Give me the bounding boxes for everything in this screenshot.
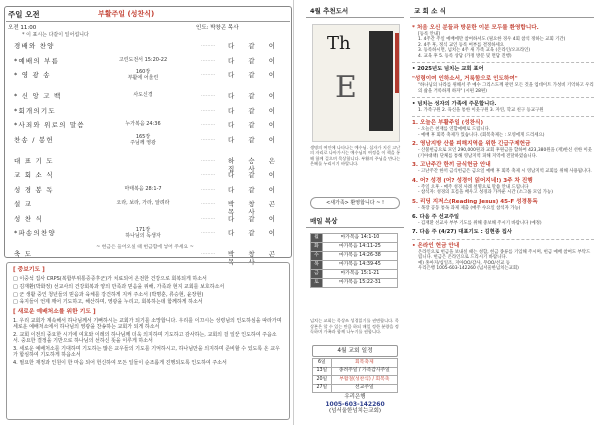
schedule-row [313,376,398,385]
news-detail: 1. 4주간 주일 예배에만 참여하셔도 (필요한 경우 4회 참석 정하는 교회 기간) [418,37,566,43]
order-item-leader: 다 같 이 [228,106,281,115]
prayer-item: □ 육지들이 언제 깨어 기도하고, 해산하며, 영광을 누리고, 회복하는데 함께하게 하소서 [13,299,203,306]
news-detail: - 주일 오후 - 매주 성경 사례 설명으로 말씀 안내 드립니다 [418,184,529,190]
prayer-box [6,262,290,420]
header-rule [6,21,290,22]
order-item-detail [88,92,198,98]
order-dots: ......... [201,200,216,206]
prayer-paragraph: 2. 교회 이전의 중요한 시기에 여호와 이레의 하나님께 더욱 의지하며 기도하고 감사하는, 교회의 걸 일꾼 인도하여 주옵소서. 중요한 결정을 기반으로 하나님의 선하신 뜻을 이루게 하소서 [13,331,277,345]
reading-ref: 마가복음 14:39-45 [323,261,398,270]
reading-day: 수 [311,252,323,261]
news-heading: 5. 리딩 지저스(Reading Jesus) 45-F 성경통독 [412,198,538,205]
reading-row [311,279,398,288]
order-item-name: *회개의기도 [14,106,56,115]
order-dots: ......... [201,214,216,221]
cover-spine [369,31,393,131]
bank-holder: (넘서울한넘치는교회) [328,408,382,415]
worship-title: 주일 오전 [8,10,40,19]
bank-name: 우리은행 [344,394,366,400]
order-dots: ......... [201,185,216,192]
order-detail-line: 165장 [135,133,151,140]
order-dots: ......... [201,106,216,113]
news-heading: 2. 영남지방 산불 피해지역을 위한 긴급구제헌금 [412,141,531,148]
reading-day: 월 [311,234,323,243]
order-item-name: 축 도 [14,250,33,258]
book-cover-image [312,24,400,142]
schedule-row [313,384,398,393]
news-detail: - 김재환 선교사 부부 기도를 위해 중보해 주시기 바랍니다 (예정) [418,220,542,226]
news-heading: 7. 다음 주 (4/27) 대표기도 : 김현종 집사 [412,229,512,236]
offering-note: ~ 헌금은 들어오실 때 헌금함에 넣어 주세요 ~ [96,245,194,250]
news-detail: - 오늘은 천재를 연합예배로 드립니다. [418,127,491,133]
reading-ref: 마가복음 15:22-31 [323,279,398,288]
service-time: 오전 11:00 [8,25,37,31]
news-divider [412,239,594,240]
news-detail: 4. 교육 후 5. 등록 상담 (가정 방문 및 면담 진행) [418,53,512,59]
order-item-name: 찬송 / 봉헌 [14,135,54,144]
news-detail: [등록 안내] [418,31,440,37]
order-item-detail [88,200,198,206]
schedule-table [312,358,398,393]
news-heading: 4. 어? 성경 (어? 성경이 읽어지네!) 3주 차 진행 [412,177,533,184]
news-detail: - 산불헌금으로 모인 290,000원과 교회 후원금을 합하여 423,380원을 (재)한신 선한 이웃 (기아대책) 단체를 통해 영남지역 피해 지역에 전달하였습니다. [418,148,593,159]
order-row [6,213,290,228]
order-item-detail [88,186,198,192]
order-dots: ......... [201,92,216,98]
order-item-detail [88,227,198,240]
news-divider [412,97,594,98]
schedule-event: 선교주일 [331,384,397,393]
schedule-event: 회복축제 [331,359,397,368]
order-row [6,90,290,105]
church-news-body [412,22,594,272]
stand-note: * 이 표시는 다같이 일어섭니다 [22,32,89,38]
cover-letters-th: Th [327,33,351,54]
order-dots: ......... [201,229,216,235]
daily-reading-header: 매일 복상 [306,216,404,228]
order-detail-line2: 주님께 영광 [130,139,156,146]
worship-order-list [6,40,290,267]
news-detail: 온라인으로 헌금을 보내실 때는 성함, 헌금 종류를 기입해 주시며, 헌금 예배 참여도 부탁드립니다. 헌금은 온라인으로 드리시기 바랍니다. [418,249,591,261]
schedule-date: 6일 [313,359,332,368]
book-caption: 생명의 여인에 나타나는 예수님. 십자가 지신 고난의 자리로 나아가시는 예수님의 여정을 이 책을 통해 함께 걸으며 묵상합니다. 부활의 주님을 만나는 은혜를 누리시기 바랍니다. [310,145,401,167]
order-dots: ......... [201,121,216,127]
order-item-name: * 신 앙 고 백 [14,92,62,100]
order-dots: ......... [201,250,216,256]
schedule-event: 종려주일 / 가족감사주일 [331,367,397,376]
news-detail: 1. 가족구원 2. 육신을 통한 이웃구원 3. 자연, 학교 친구 등교구원 [418,107,544,113]
prayer-item: □ 군 생활 중인 청년들의 믿음과 육체를 강건하게 지켜 주소서 (박명훈, 류승현, 윤장현) [13,291,204,298]
order-dots: ......... [201,135,216,142]
prayer-title: [ 중보기도 ] [13,267,45,273]
reading-day: 토 [311,279,323,288]
news-detail: "하나님의 나라를 위해서 주 예수 그리스도께 관련 모든 것을 업데이트 가성비 기억하고 우리의 삶을 거룩하게 하자" (시편 28편) [418,83,594,94]
bank-account: 1005-603-142260 [325,400,385,408]
order-item-leader: 하 승 은 집 사 [228,156,281,173]
prayer-item: □ 이중석 집사 CRPS(복합부위통증증후군)가 치료되어 온전한 건강으로 회복되게 하소서 [13,276,207,283]
order-detail-line: 160장 [135,69,151,75]
cover-letter-e: E [335,70,357,105]
order-item-leader: 다 같 이 [228,185,281,194]
order-item-name: * 영 광 송 [14,71,51,79]
order-item-name: 대 표 기 도 [14,156,54,165]
news-detail: 2. 4주 후, 정식 교인 등록 여부를 결정하세요 [418,42,505,48]
news-detail: 3. 등록하시면, 넘치는 4주 새 가족 교육 (온라인/오프라인) [418,48,531,54]
news-heading: 6. 다음 주 선교주일 [412,214,460,221]
order-dots: ......... [201,171,216,177]
left-page [0,0,294,425]
order-row [6,119,290,134]
order-item-detail [88,134,198,147]
preacher: 인도: 박창곤 목사 [196,25,239,31]
schedule-date: 20일 [313,376,332,385]
reading-day: 화 [311,243,323,252]
reading-note: 넘치는 교회는 목상쓰 성경읽기를 권면합니다. 목상본은 할 수 있는 만큼 하되 매일 정한 분량을 정독하며 가족과 함께 나누기를 권합니다. [310,318,399,335]
news-heading: 3. 고난주간 한끼 금식헌금 안내 [412,162,491,169]
order-item-leader: 박 창 곤 목 사 [228,200,281,217]
order-item-leader: 다 같 이 [228,229,281,237]
order-item-name: *파송의찬양 [14,229,56,237]
schedule-row [313,367,398,376]
news-heading: * 처음 오신 분들과 방문한 이분 모두를 환영합니다. [412,25,539,31]
daily-reading-table [310,233,398,288]
order-item-leader: 다 같 이 [228,171,281,179]
church-news-header: 교 회 소 식 [410,6,594,18]
reading-row [311,270,398,279]
order-dots: ......... [201,71,216,77]
prayer-paragraph: 1. 우리 교회가 계속해서 하나님께서 기뻐하시는 교회가 되기를 소망합니다. 우리를 이끄시는 성령님의 인도하심을 따라가며 세로운 예배처소에서 하나님의 영광을 찬송하는 교회가 되게 하소서 [13,317,282,331]
schedule-row [313,359,398,368]
order-detail-line: 사도신경 [133,92,153,98]
schedule-event: 부활절(성찬식) / 회복축 [331,376,397,385]
news-detail: - 고난주간 한끼 금식헌금은 금요일 예배 후 회복 축제 시 영남지역 교회를 위해 사용됩니다. [418,169,592,175]
news-heading: • 온라인 헌금 안내 [412,242,460,249]
order-item-name: 교 회 소 식 [14,171,54,179]
prayer-paragraph: 3. 세로운 예배처소를 기대하며 기도하는 많은 교우들의 기도를 기억하시고, 하나님만을 의지하며 준비할 수 있도록 온 교우가 합심하여 기도하게 하옵소서 [13,345,280,359]
order-row [6,55,290,70]
news-divider [412,116,594,117]
welcome-banner: <새가족> 환영합니다 ~ ! [310,197,400,209]
order-dots: ......... [201,56,216,63]
order-item-name: 설 교 [14,200,33,208]
order-item-leader: 다 같 이 [228,214,281,223]
order-row [6,134,290,155]
order-row [6,169,290,184]
reading-day: 목 [311,261,323,270]
order-row [6,40,290,55]
order-row [6,105,290,120]
reading-ref: 마가복음 14:11-25 [323,243,398,252]
order-row [6,198,290,217]
prayer-item: □ 김재환(박화정) 선교사의 건강회복과 양의 만족과 믿음을 위해, 가족과 현지 교회를 보호하소서 [13,283,225,290]
cover-red-stripe [395,33,399,93]
order-detail-line: 171장 [135,227,151,233]
news-detail: - 예배 후 회복 축제가 있습니다. (회복축제는 : 모영에게 드리세요) [418,132,545,138]
order-item-leader: 박 창 곤 목 사 [228,250,281,267]
order-item-leader: 다 같 이 [228,121,281,129]
order-detail-line: 누가복음 24:36 [125,121,161,127]
order-item-detail [88,69,198,82]
order-detail-line: 마태복음 28:1-7 [124,185,162,192]
news-heading: • 넘치는 성자의 가족에 주문합니다. [412,101,497,108]
order-item-name: 경배와 찬양 [14,42,55,50]
reading-ref: 마가복음 15:1-21 [323,270,398,279]
order-dots: ......... [201,42,216,48]
news-heading: "성령이여 인하소서, 거룩함으로 인도하여" [412,76,518,83]
order-detail-line: 오라, 보라, 가라, 알려라 [116,200,170,206]
order-item-detail [88,121,198,127]
right-page [300,0,600,425]
prayer-paragraph: 4. 필요한 재정과 인원이 한 마음 되어 헌신하여 모든 일들이 순조롭게 진행되도록 인도하여 주소서 [13,359,227,366]
news-detail: - 목장 공동 통독 과제 제출 (매주 수요일 참석자 가능) [418,205,521,211]
service-name: 부활주일 (성찬식) [98,10,155,18]
news-detail: 우리은행 1005-603-142260 (넘서울한넘치는교회) [418,266,519,272]
order-item-name: 성 찬 식 [14,214,43,223]
reading-row [311,261,398,270]
schedule-date: 13일 [313,367,332,376]
news-heading: • 2025년도 넘치는 교회 표어 [412,66,484,73]
reading-row [311,243,398,252]
news-divider [412,62,594,63]
order-item-leader: 다 같 이 [228,42,281,50]
reading-row [311,252,398,261]
order-detail-line: 고린도전서 15:20-22 [118,56,168,63]
order-item-leader: 다 같 이 [228,135,281,144]
new-venue-prayer-title: [ 새로운 예배처소를 위한 기도 ] [13,308,96,315]
news-detail: - 참석자: 성경의 흐름을 배우고 성경과 가까운 시간 (소그룹 모임 가능) [418,190,553,196]
order-item-name: *예배의 부름 [14,56,60,65]
order-row [6,69,290,90]
schedule-title: 4월 교회 일정 [312,345,398,357]
order-row [6,155,290,173]
prayer-items [13,276,283,306]
order-item-name: 성 경 봉 독 [14,185,54,194]
order-item-name: *사죄와 위로의 말씀 [14,121,85,129]
news-detail: 예) 홍아지/십일조, 지아OO/감사, 무OO/선교 등 [418,260,510,266]
reading-row [311,234,398,243]
book-header: 4월 추천도서 [306,6,404,18]
order-item-leader: 다 같 이 [228,71,281,79]
reading-ref: 마가복음 14:26-38 [323,252,398,261]
order-item-leader: 다 같 이 [228,56,281,65]
order-item-leader: 다 같 이 [228,92,281,100]
prayer-paragraphs [13,318,283,366]
order-detail-line2: 부활에 어울린 [127,75,159,82]
order-row [6,184,290,199]
order-item-detail [88,57,198,63]
order-dots: ......... [201,156,216,163]
news-heading: 1. 오늘은 부활주일 (성찬식) [412,120,484,127]
order-detail-line2: 하나님의 독생자 [125,233,161,240]
schedule-date: 27일 [313,384,332,393]
bank-info [312,394,398,415]
reading-ref: 마가복음 14:1-10 [323,234,398,243]
reading-day: 금 [311,270,323,279]
